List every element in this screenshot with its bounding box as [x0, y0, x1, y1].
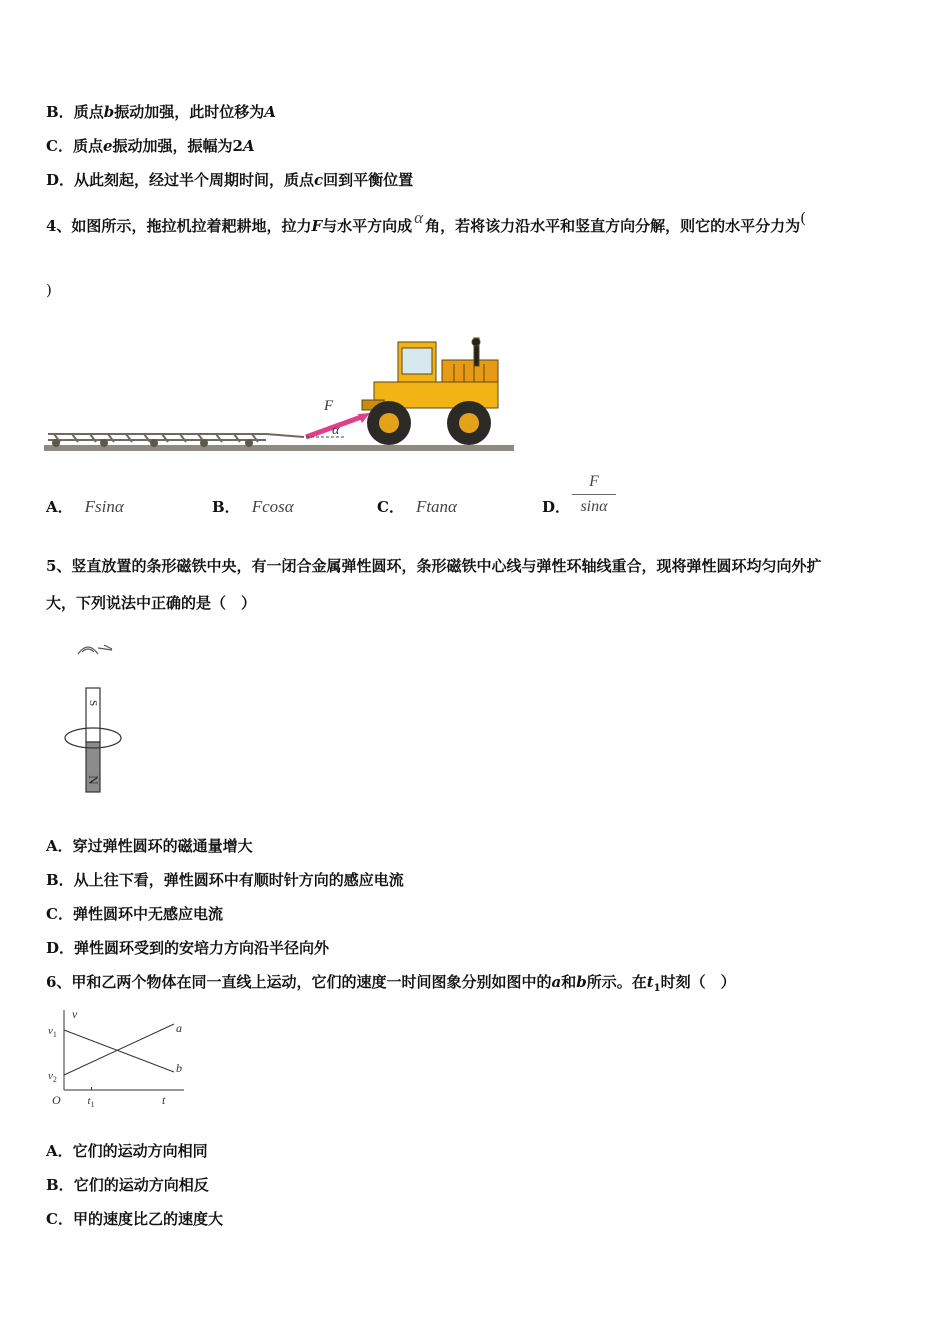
q3-option-c[interactable]: C．质点e振动加强，振幅为2A [46, 137, 255, 155]
q6-option-b[interactable]: B．它们的运动方向相反 [46, 1176, 209, 1194]
magnet-s-half [86, 688, 100, 742]
magnet-figure [56, 632, 136, 800]
tractor [362, 338, 498, 410]
q6-stem: 6、甲和乙两个物体在同一直线上运动，它们的速度一时间图象分别如图中的a和b所示。在$t_1$时刻（ ） [46, 973, 736, 994]
q3-option-d[interactable]: D．从此刻起，经过半个周期时间，质点c回到平衡位置 [46, 171, 414, 189]
vt-chart [44, 1004, 194, 1112]
harrow-implement [48, 434, 304, 442]
y-tick-label-1: $v_2$ [48, 1070, 57, 1084]
origin-label: O [52, 1093, 61, 1107]
series-line-a [64, 1024, 174, 1075]
y-tick-label-0: $v_1$ [48, 1025, 57, 1039]
angle-label: α [332, 423, 340, 438]
y-axis-label: v [72, 1007, 78, 1021]
x-axis-label: t [162, 1093, 166, 1107]
fraction-denominator: sinα [580, 498, 608, 515]
alpha-symbol: α [414, 208, 424, 227]
series-line-b [64, 1030, 174, 1072]
force-label: F [324, 398, 334, 414]
q4-stem: 4、如图所示，拖拉机拉着耙耕地，拉力F与水平方向成 α 角，若将该力沿水平和竖直方向分解，则它的水平分力为( [46, 208, 806, 235]
ground [44, 445, 514, 451]
q4-option-c[interactable]: C． Ftanα [377, 497, 457, 516]
x-tick-label-0: $t_1$ [87, 1095, 95, 1109]
q5-stem-line1: 5、竖直放置的条形磁铁中央，有一闭合金属弹性圆环，条形磁铁中心线与弹性环轴线重合，现将弹性圆环均匀向外扩 [46, 557, 822, 575]
q4-paren-close: ) [46, 281, 52, 299]
q5-stem-line2: 大，下列说法中正确的是（ ） [46, 594, 257, 612]
q6-option-c[interactable]: C．甲的速度比乙的速度大 [46, 1210, 223, 1228]
pole-s-label: S [87, 699, 99, 707]
series-label-b: b [176, 1061, 182, 1075]
tractor-figure [44, 330, 516, 456]
q4-option-d[interactable]: D． [542, 498, 571, 516]
pole-n-label: N [86, 775, 101, 785]
q4-option-a[interactable]: A． Fsinα [46, 497, 124, 516]
q4-option-b[interactable]: B． Fcosα [212, 497, 294, 516]
q4-option-d-fraction [572, 472, 616, 520]
q3-option-b[interactable]: B．质点b振动加强，此时位移为A [46, 103, 276, 121]
q5-option-a[interactable]: A．穿过弹性圆环的磁通量增大 [46, 837, 253, 855]
q6-option-a[interactable]: A．它们的运动方向相同 [46, 1142, 208, 1160]
q5-option-b[interactable]: B．从上往下看，弹性圆环中有顺时针方向的感应电流 [46, 871, 404, 889]
fraction-bar [572, 494, 616, 495]
eye-icon [78, 645, 112, 654]
fraction-numerator: F [589, 473, 599, 490]
q5-option-d[interactable]: D．弹性圆环受到的安培力方向沿半径向外 [46, 939, 330, 957]
q5-option-c[interactable]: C．弹性圆环中无感应电流 [46, 905, 223, 923]
series-label-a: a [176, 1021, 182, 1035]
